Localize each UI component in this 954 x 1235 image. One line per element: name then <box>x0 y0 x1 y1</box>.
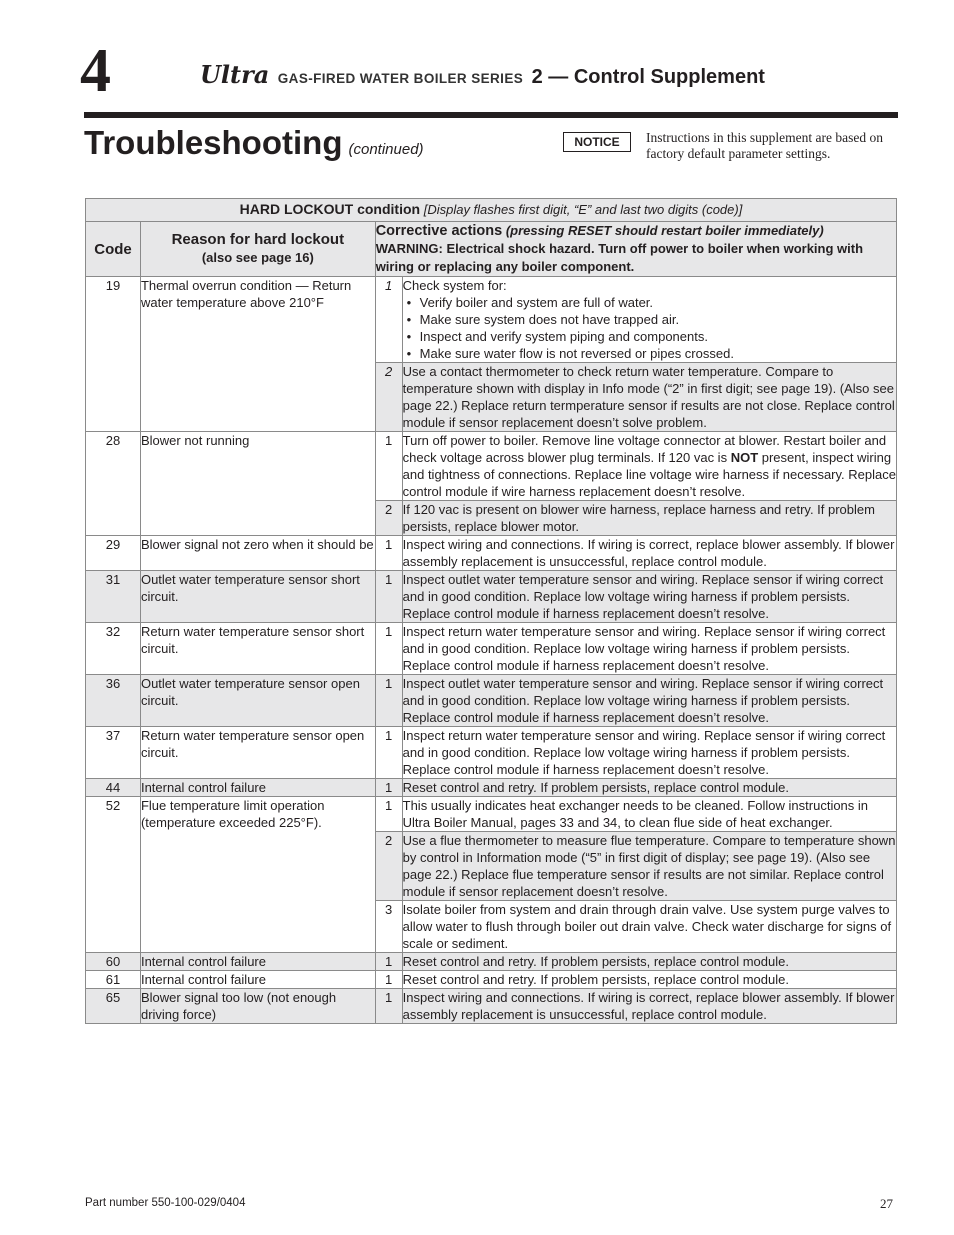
caption-bold: HARD LOCKOUT condition <box>239 201 421 217</box>
code-cell: 31 <box>86 571 141 623</box>
step-number: 1 <box>375 675 402 727</box>
table-row <box>86 727 897 779</box>
action-cell: Inspect return water temperature sensor and wiring. Replace sensor if wiring correct and in good condition. Replace low voltage wiring harness if problem persists. Replace control module if harness replacement doesn’t resolve. <box>402 727 896 779</box>
action-cell: Reset control and retry. If problem persists, replace control module. <box>402 953 896 971</box>
code-cell: 19 <box>86 277 141 432</box>
action-cell: Use a flue thermometer to measure flue temperature. Compare to temperature shown by control in Information mode (“5” in first digit of display; see page 19). (Also see page 22.) Replace flue temperature sensor if results are not similar. Replace control module if sensor replacement doesn’t resolve. <box>402 833 896 899</box>
action-cell: Inspect wiring and connections. If wiring is correct, replace blower assembly. If blower assembly replacement is unsuccessful, replace control module. <box>402 536 896 571</box>
table-row <box>86 277 897 363</box>
step-number: 2 <box>375 363 402 432</box>
code-cell: 65 <box>86 989 141 1024</box>
step-number: 1 <box>375 277 402 363</box>
code-cell: 52 <box>86 797 141 953</box>
reason-cell: Internal control failure <box>140 953 375 971</box>
page-title <box>84 124 424 162</box>
reason-cell: Internal control failure <box>140 971 375 989</box>
action-cell: If 120 vac is present on blower wire harness, replace harness and retry. If problem persists, replace blower motor. <box>402 501 896 536</box>
code-cell: 60 <box>86 953 141 971</box>
code-cell: 44 <box>86 779 141 797</box>
page-title-main: Troubleshooting <box>84 124 343 161</box>
actions-header-note: (pressing RESET should restart boiler immediately) <box>505 223 824 238</box>
supplement-title: 2 — Control Supplement <box>531 66 765 88</box>
header-rule <box>84 112 898 118</box>
table-row <box>86 797 897 832</box>
reason-cell: Return water temperature sensor short circuit. <box>140 623 375 675</box>
reason-header-note: (also see page 16) <box>201 250 314 265</box>
list-item: • Make sure water flow is not reversed or pipes crossed. <box>403 345 896 362</box>
step-number: 1 <box>375 536 402 571</box>
step-number: 1 <box>375 779 402 797</box>
action-cell: Inspect outlet water temperature sensor and wiring. Replace sensor if wiring correct and in good condition. Replace low voltage wiring harness if problem persists. Replace control module if harness replacement doesn’t resolve. <box>402 571 896 623</box>
part-number: Part number 550-100-029/0404 <box>85 1197 246 1209</box>
table-row <box>86 675 897 727</box>
step-number: 1 <box>375 953 402 971</box>
action-cell: Inspect outlet water temperature sensor and wiring. Replace sensor if wiring correct and in good condition. Replace low voltage wiring harness if problem persists. Replace control module if harness replacement doesn’t resolve. <box>402 675 896 727</box>
list-item: • Verify boiler and system are full of water. <box>403 294 896 311</box>
code-cell: 61 <box>86 971 141 989</box>
code-cell: 37 <box>86 727 141 779</box>
section-number: 4 <box>80 37 111 105</box>
step-number: 1 <box>375 432 402 501</box>
column-header-reason <box>140 222 375 277</box>
code-cell: 32 <box>86 623 141 675</box>
series-name: GAS-FIRED WATER BOILER SERIES <box>277 71 524 86</box>
action-cell <box>402 277 896 363</box>
action-cell: Inspect wiring and connections. If wiring is correct, replace blower assembly. If blower assembly replacement is unsuccessful, replace control module. <box>402 989 896 1024</box>
step-number: 3 <box>375 901 402 953</box>
step-number: 1 <box>375 571 402 623</box>
list-item: • Inspect and verify system piping and components. <box>403 328 896 345</box>
code-cell: 28 <box>86 432 141 536</box>
hard-lockout-table <box>85 198 897 1024</box>
action-intro: Check system for: <box>402 278 507 293</box>
action-text-bold: NOT <box>730 450 759 465</box>
reason-cell: Outlet water temperature sensor short circuit. <box>140 571 375 623</box>
actions-header-label: Corrective actions <box>375 223 503 239</box>
reason-cell: Blower not running <box>140 432 375 536</box>
code-cell: 29 <box>86 536 141 571</box>
caption-italic: [Display flashes first digit, “E” and last two digits (code)] <box>423 202 743 217</box>
reason-header-label: Reason for hard lockout <box>171 231 345 248</box>
action-cell <box>402 432 896 501</box>
reason-cell: Return water temperature sensor open circuit. <box>140 727 375 779</box>
action-cell: This usually indicates heat exchanger needs to be cleaned. Follow instructions in Ultra Boiler Manual, pages 33 and 34, to clean flue side of heat exchanger. <box>402 797 896 832</box>
action-bullet-list <box>403 294 896 362</box>
reason-cell: Internal control failure <box>140 779 375 797</box>
column-header-actions <box>375 222 896 277</box>
table-row <box>86 953 897 971</box>
action-text: Turn off power to boiler. Remove line voltage connector at blower. Restart boiler and check voltage across blower plug terminals. If 120 vac is <box>402 433 887 465</box>
action-text: present, inspect wiring and tightness of connections. Replace line voltage wire harness if necessary. Replace control module if wire harness replacement doesn’t resolve. <box>402 450 896 499</box>
column-header-code: Code <box>86 222 141 277</box>
table-row <box>86 623 897 675</box>
action-cell: Reset control and retry. If problem persists, replace control module. <box>402 779 896 797</box>
warning-label: WARNING: <box>375 241 443 256</box>
table-row <box>86 971 897 989</box>
step-number: 1 <box>375 797 402 832</box>
step-number: 2 <box>375 501 402 536</box>
step-number: 1 <box>375 623 402 675</box>
page-title-sub: (continued) <box>348 141 424 158</box>
table-row <box>86 571 897 623</box>
action-cell: Use a contact thermometer to check return water temperature. Compare to temperature shown with display in Info mode (“2” in first digit; see page 19). (Also see page 22.) Replace return termperature sensor if results are not close. Replace control module if sensor replacement doesn’t solve problem. <box>402 364 895 430</box>
reason-cell: Blower signal too low (not enough driving force) <box>140 989 375 1024</box>
list-item: • Make sure system does not have trapped air. <box>403 311 896 328</box>
step-number: 1 <box>375 971 402 989</box>
code-cell: 36 <box>86 675 141 727</box>
reason-cell: Flue temperature limit operation (temperature exceeded 225°F). <box>140 797 375 953</box>
page-number: 27 <box>880 1196 893 1211</box>
notice-badge: NOTICE <box>563 132 631 152</box>
action-cell: Isolate boiler from system and drain through drain valve. Use system purge valves to allow water to flush through boiler out drain valve. Check water discharge for signs of scale or sediment. <box>402 901 896 953</box>
table-row <box>86 989 897 1024</box>
brand-name: Ultra <box>200 60 270 89</box>
step-number: 1 <box>375 989 402 1024</box>
page-header <box>200 60 765 89</box>
step-number: 2 <box>375 832 402 901</box>
table-header-row <box>86 222 897 277</box>
warning-text: Electrical shock hazard. Turn off power to boiler when working with wiring or replacing any boiler component. <box>375 241 864 274</box>
table-row <box>86 536 897 571</box>
notice-text: Instructions in this supplement are based on factory default parameter settings. <box>646 130 883 161</box>
action-cell: Reset control and retry. If problem persists, replace control module. <box>402 971 896 989</box>
table-caption <box>86 199 897 222</box>
action-cell: Inspect return water temperature sensor and wiring. Replace sensor if wiring correct and in good condition. Replace low voltage wiring harness if problem persists. Replace control module if harness replacement doesn’t resolve. <box>402 623 896 675</box>
reason-cell: Blower signal not zero when it should be <box>140 536 375 571</box>
reason-cell: Outlet water temperature sensor open circuit. <box>140 675 375 727</box>
step-number: 1 <box>375 727 402 779</box>
table-row <box>86 432 897 501</box>
reason-cell: Thermal overrun condition — Return water temperature above 210°F <box>140 277 375 432</box>
table-row <box>86 779 897 797</box>
